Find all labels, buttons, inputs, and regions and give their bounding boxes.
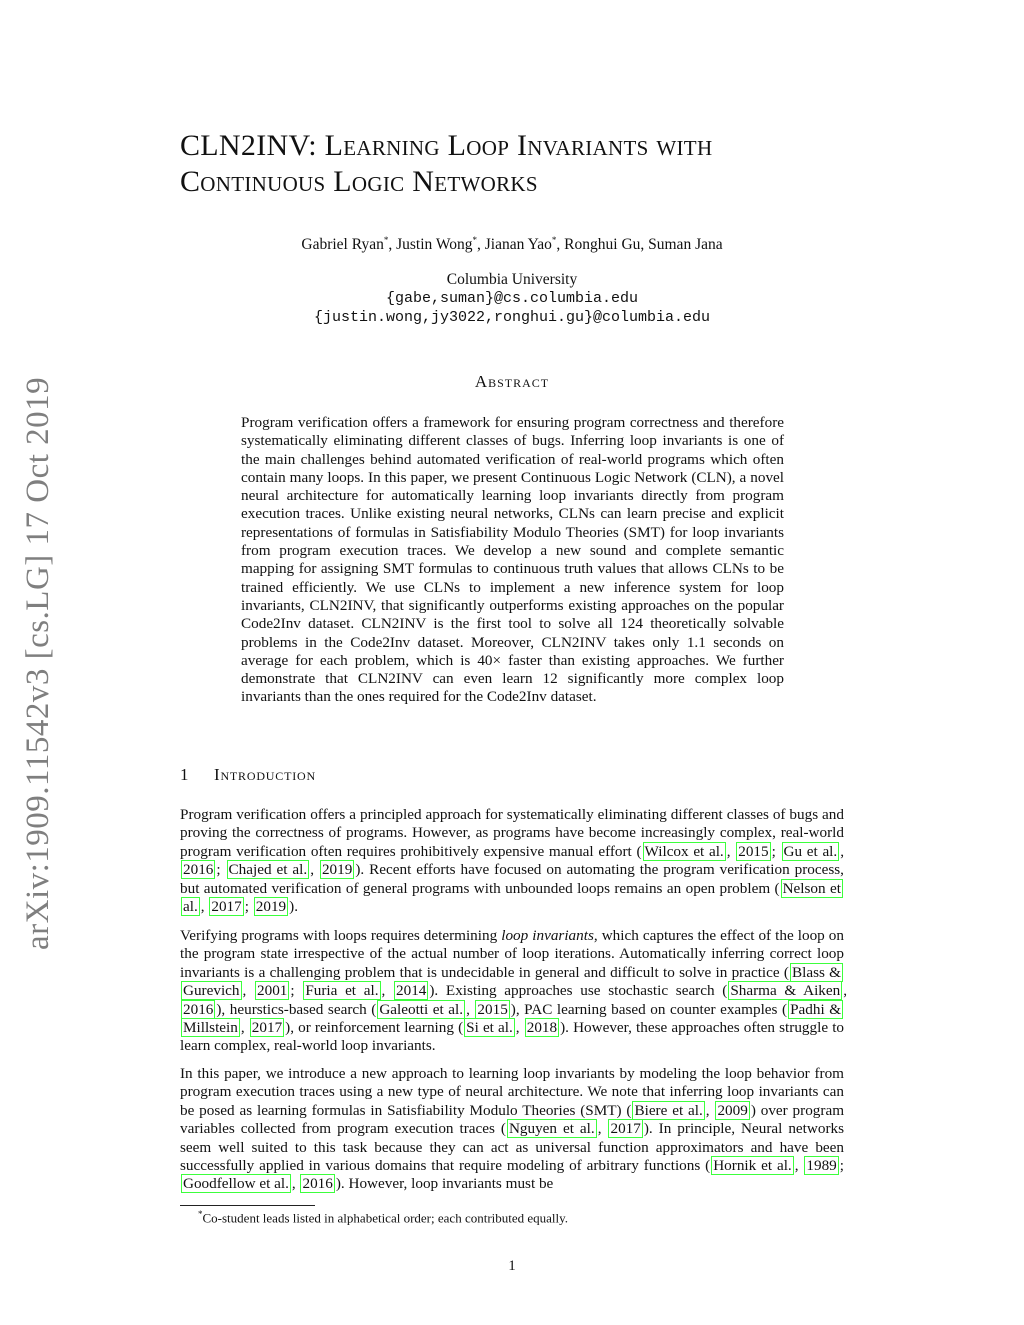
citation-link[interactable]: Galeotti et al. [379, 1000, 464, 1018]
title-line-1: CLN2INV: Learning Loop Invariants with [180, 129, 713, 162]
citation-link[interactable]: 1989 [806, 1157, 837, 1175]
author-names: Ronghui Gu, Suman Jana [564, 236, 723, 254]
author-name: Gabriel Ryan [301, 236, 384, 254]
page-number: 1 [508, 1258, 516, 1274]
email-line: {justin.wong,jy3022,ronghui.gu}@columbia.edu [313, 309, 711, 326]
citation-link[interactable]: 2018 [526, 1019, 558, 1037]
citation-link[interactable]: 2017 [610, 1120, 641, 1138]
footnote-text: Co-student leads listed in alphabetical order; each contributed equally. [202, 1210, 569, 1226]
citation-link[interactable]: Biere et al. [634, 1101, 703, 1119]
paragraph-text: ). However, these approaches often struggle to learn complex, real-world loop invariants. [180, 1019, 845, 1055]
citation-link[interactable]: Padhi & Millstein [183, 1000, 842, 1037]
citation-link[interactable]: 2009 [717, 1101, 748, 1119]
citation-link[interactable]: Wilcox et al. [644, 842, 724, 860]
equal-contrib-mark: * [472, 235, 477, 245]
paper-title [180, 128, 880, 200]
citation-link[interactable]: 2015 [738, 842, 769, 860]
equal-contrib-mark: * [551, 235, 557, 245]
citation-link[interactable]: 2016 [302, 1175, 333, 1193]
citation-link[interactable]: Gu et al. [783, 842, 838, 860]
paragraph-text: In this paper, we introduce a new approach to learning loop invariants by modeling the loop behavior from program execution traces using a new type of neural architecture. We note that inferring loop invariants can be posed as learning formulas in Satisfiability Modulo Theories (SMT) ( [180, 1065, 844, 1119]
citation-link[interactable]: Blass & Gurevich [183, 963, 841, 1000]
emphasis-term: loop invariants [501, 927, 594, 944]
citation-link[interactable]: Furia et al. [305, 982, 379, 1000]
title-line-2: Continuous Logic Networks [180, 165, 538, 198]
paragraph-text: ). In principle, Neural networks seem well suited to this task because they can act as universal function approximators and have been successfully applied in various domains that require modeling of arbitrary functions ( [180, 1120, 845, 1175]
abstract-heading: Abstract [474, 372, 550, 391]
citation-link[interactable]: Si et al. [466, 1019, 513, 1037]
intro-paragraph-3: In this paper, we introduce a new approach to learning loop invariants by modeling the loop behavior from program execution traces using a new type of neural architecture. We note that inferring loop invariants can be posed as learning formulas in Satisfiability Modulo Theories (SMT) ( Biere et al. , 2009 ) over program variables collected from program execution traces ( Nguyen et al. , 2017 ). In principle, Neural networks seem well suited to this task because they can act as universal function approximators and have been successfully applied in various domains that require modeling of arbitrary functions ( Hornik et al. , 1989 ; Goodfellow et al. , 2016 ). However, loop invariants must be [180, 1065, 845, 1193]
email-line: {gabe,suman}@cs.columbia.edu [385, 290, 639, 307]
paragraph-text: ), heurstics-based search ( [216, 1000, 377, 1018]
intro-paragraph-2: Verifying programs with loops requires determining loop invariants, which captures the effect of the loop on the program state irrespective of the actual number of loop iterations. Automatically inferring correct loop invariants is a challenging problem that is undecidable in general and difficult to solve in practice ( Blass & Gurevich , 2001 ; Furia et al. , 2014 ). Existing approaches use stochastic search ( Sharma & Aiken , 2016 ), heurstics-based search ( Galeotti et al. , 2015 ), PAC learning based on counter examples ( Padhi & Millstein , 2017 ), or reinforcement learning ( Si et al. , 2018 ). However, these approaches often struggle to learn complex, real-world loop invariants. [180, 927, 848, 1055]
section-number: 1 [180, 765, 190, 784]
abstract-text: Program verification offers a framework for ensuring program correctness and therefore systematically eliminating different classes of bugs. Inferring loop invariants is one of the main challenges behind automated verification of real-world programs which often contain many loops. In this paper, we present Continuous Logic Network (CLN), a novel neural architecture for automatically learning loop invariants directly from program execution traces. Unlike existing neural networks, CLNs can learn precise and explicit representations of formulas in Satisfiability Modulo Theories (SMT) for loop invariants from program execution traces. We develop a new sound and complete semantic mapping for assigning SMT formulas to continuous truth values that allows CLNs to be trained efficiently. We use CLNs to implement a new inference system for loop invariants, CLN2INV, that significantly outperforms existing approaches on the popular Code2Inv dataset. CLN2INV is the first tool to solve all 124 theoretically solvable problems in the Code2Inv dataset. Moreover, CLN2INV takes only 1.1 seconds on average for each problem, which is 40× faster than existing approaches. We further demonstrate that CLN2INV can even learn 12 significantly more complex loop invariants than the ones required for the Code2Inv dataset. [241, 414, 784, 706]
citation-link[interactable]: Hornik et al. [713, 1157, 792, 1175]
paragraph-text: , which captures the effect of the loop on the program state irrespective of the actual number of loop iterations. Automatically inferring correct loop invariants is a challenging problem that is undecidable in general and difficult to solve in practice ( [180, 927, 844, 981]
author-name: Justin Wong [396, 236, 473, 254]
footnote [180, 1209, 568, 1226]
citation-link[interactable]: Nguyen et al. [508, 1120, 595, 1138]
citation-link[interactable]: Sharma & Aiken [730, 982, 841, 1000]
paragraph-text: ) over program variables collected from program execution traces ( [180, 1101, 845, 1138]
institution: Columbia University [446, 271, 578, 288]
citation-link[interactable]: 2017 [211, 898, 242, 916]
paragraph-text: ), or reinforcement learning ( [285, 1019, 464, 1037]
citation-link[interactable]: Chajed et al. [228, 861, 308, 879]
section-heading [180, 765, 316, 785]
arxiv-identifier: arXiv:1909.11542v3 [cs.LG] 17 Oct 2019 [20, 376, 56, 950]
citation-link[interactable]: 2017 [251, 1019, 283, 1037]
citation-link[interactable]: 2016 [183, 1000, 214, 1018]
citation-link[interactable]: 2015 [477, 1000, 508, 1018]
citation-link[interactable]: 2014 [396, 982, 427, 1000]
citation-link[interactable]: 2019 [255, 898, 287, 916]
citation-link[interactable]: 2001 [257, 982, 288, 1000]
author-name: Jianan Yao [484, 236, 552, 254]
paragraph-text: ), PAC learning based on counter examples ( [510, 1000, 788, 1018]
paragraph-text: ). Recent efforts have focused on automating the program verification process, but automated verification of general programs with unbounded loops remains an open problem ( [180, 861, 844, 897]
footnote-mark: * [198, 1209, 203, 1219]
intro-paragraph-1: Program verification offers a principled approach for systematically eliminating different classes of bugs and proving the correctness of programs. However, as programs have become increasingly complex, real-world program verification often requires prohibitively expensive manual effort ( Wilcox et al. , 2015 ; Gu et al. , 2016 ; Chajed et al. , 2019 ). Recent efforts have focused on automating the program verification process, but automated verification of general programs with unbounded loops remains an open problem ( Nelson et al. , 2017 ; 2019 ). [180, 806, 844, 916]
section-title: Introduction [214, 765, 316, 784]
paragraph-text: ). However, loop invariants must be [335, 1175, 554, 1193]
affiliation-block [180, 270, 844, 327]
citation-link[interactable]: Nelson et al. [183, 879, 841, 916]
paragraph-text: Verifying programs with loops requires determining [180, 927, 502, 944]
citation-link[interactable]: 2019 [321, 861, 353, 879]
citation-link[interactable]: Goodfellow et al. [183, 1175, 289, 1193]
author-list: Gabriel Ryan*, Justin Wong*, Jianan Yao*, Ronghui Gu, Suman Jana [301, 235, 723, 254]
paragraph-text: ). Existing approaches use stochastic search ( [429, 982, 728, 1000]
paragraph-text: Program verification offers a principled approach for systematically eliminating different classes of bugs and proving the correctness of programs. However, as programs have become increasingly complex, real-world program verification often requires prohibitively expensive manual effort ( [180, 806, 844, 860]
paragraph-text: ). [289, 898, 298, 916]
citation-link[interactable]: 2016 [183, 861, 214, 879]
footnote-divider [180, 1205, 315, 1206]
equal-contrib-mark: * [383, 235, 389, 245]
